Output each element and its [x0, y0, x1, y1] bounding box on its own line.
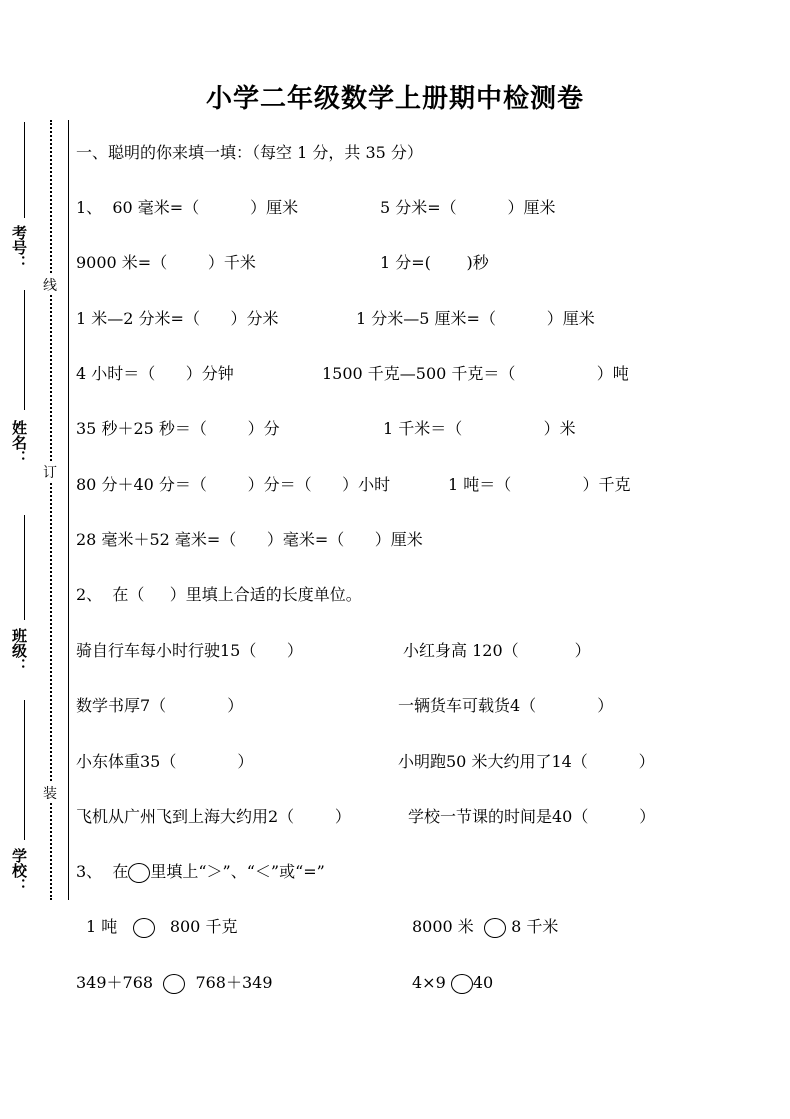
- s2-row2-left: 数学书厚7（ ）: [76, 696, 244, 715]
- compare-item-3-right: 768＋349: [195, 973, 273, 992]
- s1-row2-right: 1 分=( )秒: [380, 253, 489, 272]
- compare-item-2: [412, 917, 558, 938]
- compare-item-4-right: 40: [472, 973, 494, 992]
- compare-item-1-right: 800 千克: [169, 917, 238, 936]
- page-title: 小学二年级数学上册期中检测卷: [205, 84, 584, 114]
- s1-row1-right: 5 分米=（ ）厘米: [380, 198, 556, 217]
- s1-row1-left: 1、 60 毫米=（ ）厘米: [76, 198, 299, 217]
- school-label: 学校：: [10, 848, 28, 893]
- compare-item-3-left: 349＋768: [76, 973, 154, 992]
- section3-heading: [76, 862, 325, 883]
- class-label: 班级：: [10, 628, 28, 673]
- exam-number-label: 考号：: [10, 225, 28, 270]
- s2-row1-left: 骑自行车每小时行驶15（ ）: [76, 641, 303, 660]
- name-line: [24, 290, 25, 410]
- s1-row6-right: 1 吨＝（ ）千克: [448, 475, 631, 494]
- binding-char-ding: 订: [40, 462, 60, 482]
- compare-item-1-left: 1 吨: [86, 917, 118, 936]
- s1-row7-left: 28 毫米＋52 毫米=（ ）毫米=（ ）厘米: [76, 530, 423, 549]
- s1-row5-left: 35 秒＋25 秒＝（ ）分: [76, 419, 280, 438]
- s2-row2-right: 一辆货车可载货4（ ）: [398, 696, 614, 715]
- section1-heading: 一、聪明的你来填一填：（每空 1 分，共 35 分）: [76, 143, 423, 162]
- compare-item-3-answer-circle[interactable]: [163, 974, 185, 994]
- compare-item-1: [86, 917, 237, 938]
- binding-char-xian: 线: [40, 275, 60, 295]
- s2-row1-right: 小红身高 120（ ）: [403, 641, 591, 660]
- binding-char-zhuang: 装: [40, 783, 60, 803]
- school-line: [24, 700, 25, 840]
- s2-row3-right: 小明跑50 米大约用了14（ ）: [398, 752, 655, 771]
- s3-heading-post: 里填上“＞”、“＜”或“=”: [150, 862, 325, 881]
- compare-circle-icon: [128, 863, 150, 883]
- s1-row3-right: 1 分米—5 厘米=（ ）厘米: [356, 309, 595, 328]
- s2-row4-left: 飞机从广州飞到上海大约用2（ ）: [76, 807, 351, 826]
- s2-row4-right: 学校一节课的时间是40（ ）: [408, 807, 656, 826]
- s2-row3-left: 小东体重35（ ）: [76, 752, 254, 771]
- compare-item-4-answer-circle[interactable]: [451, 974, 473, 994]
- compare-item-4: [412, 973, 493, 994]
- s1-row4-left: 4 小时＝（ ）分钟: [76, 364, 234, 383]
- s1-row3-left: 1 米—2 分米=（ ）分米: [76, 309, 279, 328]
- compare-item-2-right: 8 千米: [511, 917, 559, 936]
- s1-row2-left: 9000 米=（ ）千米: [76, 253, 256, 272]
- compare-item-3: [76, 973, 273, 994]
- s1-row5-right: 1 千米＝（ ）米: [383, 419, 576, 438]
- compare-item-1-answer-circle[interactable]: [133, 918, 155, 938]
- margin-border-line: [68, 120, 69, 900]
- compare-item-2-left: 8000 米: [412, 917, 474, 936]
- s1-row4-right: 1500 千克—500 千克＝（ ）吨: [322, 364, 629, 383]
- section2-heading: 2、 在（ ）里填上合适的长度单位。: [76, 585, 362, 604]
- exam-number-line: [24, 122, 25, 218]
- compare-item-2-answer-circle[interactable]: [484, 918, 506, 938]
- name-label: 姓名：: [10, 420, 28, 465]
- s1-row6-left: 80 分＋40 分＝（ ）分＝（ ）小时: [76, 475, 391, 494]
- s3-heading-pre: 3、 在: [76, 862, 129, 881]
- class-line: [24, 515, 25, 620]
- compare-item-4-left: 4×9: [412, 973, 446, 992]
